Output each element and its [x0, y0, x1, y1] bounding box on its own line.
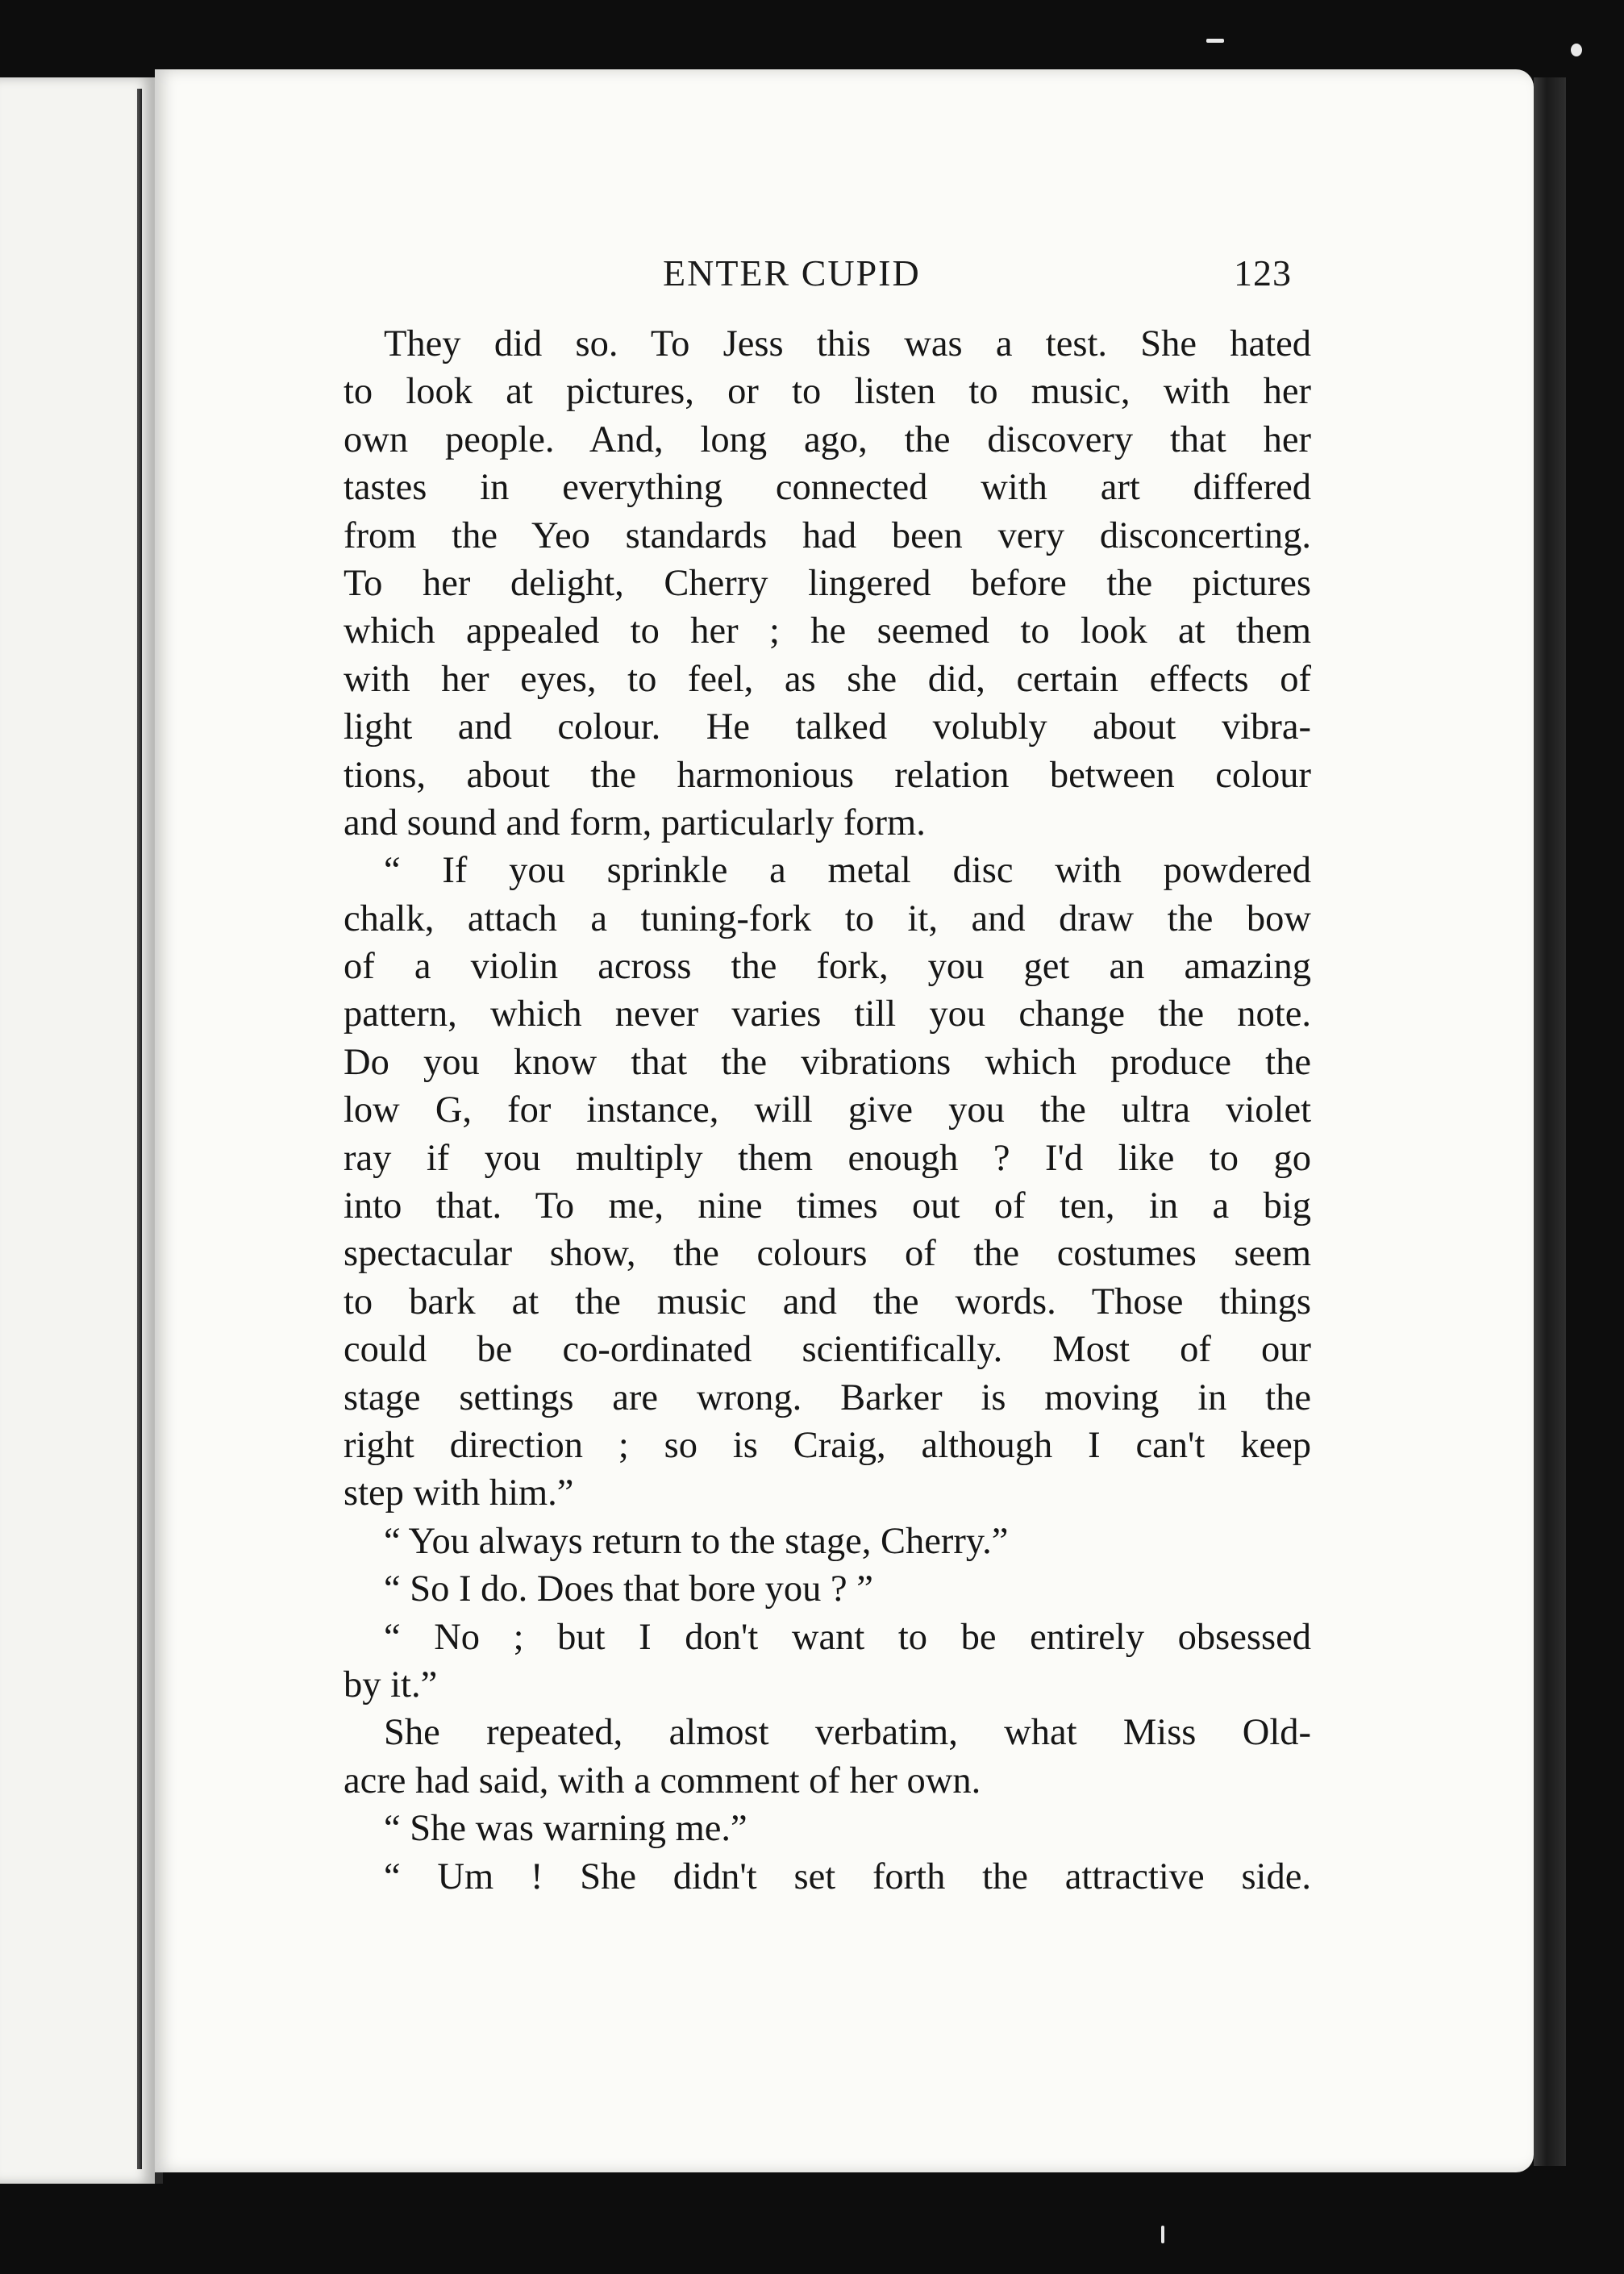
text-line: pattern, which never varies till you change the note. — [344, 993, 1311, 1035]
text-line: acre had said, with a comment of her own. — [344, 1760, 981, 1801]
page-number: 123 — [1234, 252, 1292, 294]
text-line: To her delight, Cherry lingered before the pictures — [344, 562, 1311, 604]
text-line: “ If you sprinkle a metal disc with powdered — [384, 850, 1311, 892]
text-line: with her eyes, to feel, as she did, certain effects of — [344, 658, 1311, 700]
text-line: “ No ; but I don't want to be entirely obsessed — [384, 1616, 1311, 1658]
text-line: Do you know that the vibrations which produce the — [344, 1041, 1311, 1083]
text-line: tastes in everything connected with art differed — [344, 467, 1311, 509]
text-line: low G, for instance, will give you the ultra violet — [344, 1089, 1311, 1131]
text-line: spectacular show, the colours of the costumes seem — [344, 1233, 1311, 1275]
text-line: tions, about the harmonious relation between colour — [344, 754, 1311, 796]
text-line: She repeated, almost verbatim, what Miss Old- — [384, 1712, 1311, 1754]
text-line: stage settings are wrong. Barker is moving in the — [344, 1376, 1311, 1418]
text-line: of a violin across the fork, you get an amazing — [344, 946, 1311, 988]
text-line: into that. To me, nine times out of ten, in a big — [344, 1185, 1311, 1227]
text-line: step with him.” — [344, 1472, 574, 1514]
text-line: ray if you multiply them enough ? I'd like to go — [344, 1137, 1311, 1179]
text-line: “ Um ! She didn't set forth the attractive side. — [384, 1855, 1311, 1897]
text-line: right direction ; so is Craig, although I can't keep — [344, 1424, 1311, 1466]
text-line: “ So I do. Does that bore you ? ” — [384, 1568, 873, 1610]
scan-speck — [1161, 2226, 1164, 2243]
book-gutter — [137, 89, 142, 2169]
text-line: by it.” — [344, 1664, 438, 1706]
text-line: “ You always return to the stage, Cherry.” — [384, 1520, 1009, 1562]
text-line: own people. And, long ago, the discovery that her — [344, 419, 1311, 460]
scan-speck — [1571, 44, 1582, 56]
text-line: to look at pictures, or to listen to music, with her — [344, 371, 1311, 413]
text-line: could be co-ordinated scientifically. Most of our — [344, 1329, 1311, 1371]
text-line: chalk, attach a tuning-fork to it, and draw the bow — [344, 898, 1311, 939]
page-stack-edge — [1534, 77, 1566, 2166]
body-text — [344, 320, 1311, 1901]
text-line: and sound and form, particularly form. — [344, 802, 926, 843]
text-line: which appealed to her ; he seemed to look at them — [344, 610, 1311, 652]
running-title: ENTER CUPID — [663, 252, 921, 294]
text-line: light and colour. He talked volubly about vibra- — [344, 706, 1311, 748]
text-line: They did so. To Jess this was a test. She hated — [384, 323, 1311, 364]
running-head — [0, 252, 1624, 300]
scan-speck — [1206, 39, 1224, 43]
text-line: “ She was warning me.” — [384, 1808, 747, 1850]
text-line: to bark at the music and the words. Those things — [344, 1281, 1311, 1322]
text-line: from the Yeo standards had been very disconcerting. — [344, 514, 1311, 556]
